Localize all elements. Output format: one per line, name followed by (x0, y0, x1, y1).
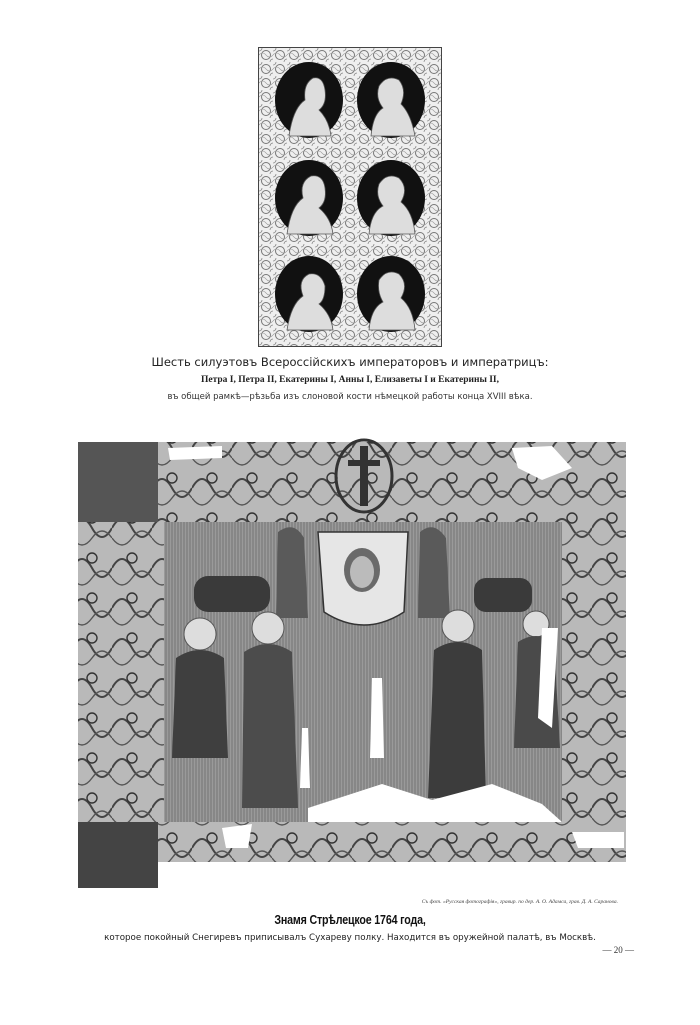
silhouettes-plate (258, 47, 442, 347)
cartouche-right (474, 578, 532, 612)
engraving-credit: Съ фот. «Русская фотографія», гравир. по дер. А. О. Адамса, грав. Д. А. Саранова. (421, 899, 618, 905)
medallion-catherine-1 (357, 62, 425, 138)
banner-engraving (72, 428, 632, 898)
medallion-catherine-2 (357, 256, 425, 332)
angel-right (418, 527, 450, 618)
page-number: — 20 — (602, 945, 634, 955)
medallion-anna (357, 160, 425, 236)
figure1-description: въ общей рамкѣ—рѣзьба изъ слоновой кости нѣмецкой работы конца XVIII вѣка. (167, 392, 533, 402)
figure1-title: Шесть силуэтовъ Всероссійскихъ императоровъ и императрицъ: (151, 355, 549, 369)
figure2-title: Знамя Стрѣлецкое 1764 года, (274, 912, 426, 927)
angel-left (276, 527, 308, 618)
banner-plate (72, 428, 632, 898)
mandylion (318, 532, 408, 625)
silhouettes-engraving (259, 48, 441, 346)
cartouche-left (194, 576, 270, 612)
medallion-peter-1 (275, 62, 343, 138)
medallion-peter-2 (275, 160, 343, 236)
figure1-names: Петра I, Петра II, Екатерины I, Анны I, Елизаветы I и Екатерины II, (200, 375, 500, 385)
medallion-elizabeth (275, 256, 343, 332)
figure2-description: которое покойный Снегиревъ приписывалъ Сухареву полку. Находится въ оружейной палатѣ, въ Москвѣ. (104, 933, 596, 943)
